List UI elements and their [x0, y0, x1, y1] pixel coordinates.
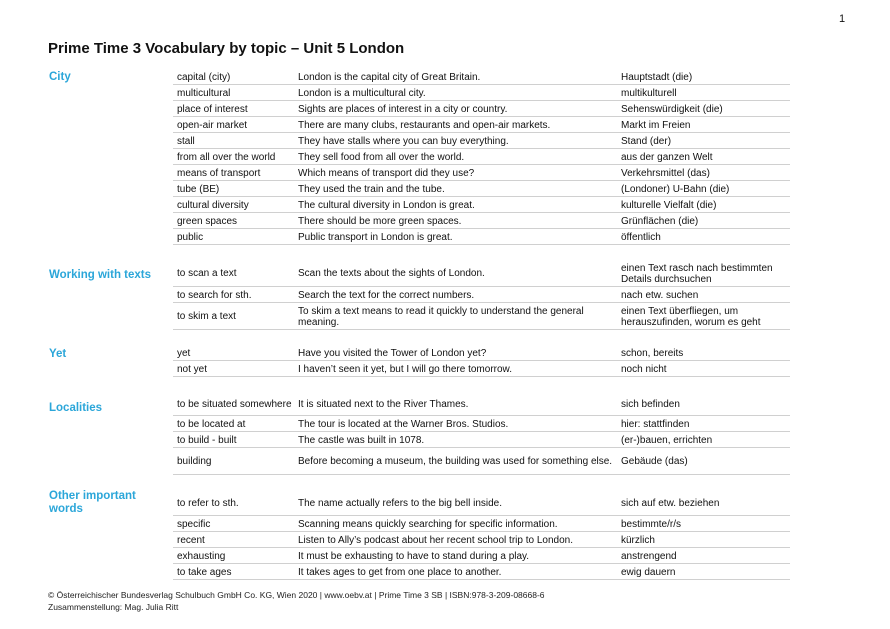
vocab-row	[45, 432, 790, 448]
vocab-term: public	[177, 231, 204, 243]
section-working-with-texts	[45, 260, 790, 330]
vocab-row	[45, 133, 790, 149]
vocab-row	[45, 213, 790, 229]
german-translation: bestimmte/r/s	[621, 518, 682, 530]
german-translation: Stand (der)	[621, 135, 672, 147]
example-sentence: Public transport in London is great.	[298, 231, 453, 243]
section-heading: City	[49, 71, 71, 83]
vocab-row	[45, 117, 790, 133]
german-translation: (Londoner) U-Bahn (die)	[621, 183, 730, 195]
example-sentence: London is the capital city of Great Britain.	[298, 71, 481, 83]
section-heading: Working with texts	[49, 269, 152, 281]
vocab-term: from all over the world	[177, 151, 276, 163]
section-other-important-words	[45, 490, 790, 580]
vocab-row	[45, 392, 790, 416]
example-sentence: It is situated next to the River Thames.	[298, 398, 469, 410]
example-sentence: They have stalls where you can buy everything.	[298, 135, 509, 147]
german-translation: Gebäude (das)	[621, 456, 688, 467]
german-translation: einen Text überfliegen, um herauszufinden, worum es geht	[621, 305, 761, 328]
vocab-term: exhausting	[177, 550, 226, 562]
section-yet	[45, 345, 790, 377]
german-translation: Sehenswürdigkeit (die)	[621, 103, 723, 115]
german-translation: Grünflächen (die)	[621, 215, 699, 227]
example-sentence: It takes ages to get from one place to another.	[298, 566, 502, 578]
example-sentence: There are many clubs, restaurants and open-air markets.	[298, 119, 551, 131]
example-sentence: To skim a text means to read it quickly to understand the general meaning.	[298, 305, 584, 328]
vocab-term: open-air market	[177, 119, 248, 131]
example-sentence: Before becoming a museum, the building was used for something else.	[298, 456, 613, 467]
german-translation: hier: stattfinden	[621, 418, 690, 430]
example-sentence: Search the text for the correct numbers.	[298, 289, 475, 301]
vocab-row	[45, 490, 790, 516]
example-sentence: Have you visited the Tower of London yet?	[298, 347, 487, 359]
german-translation: kulturelle Vielfalt (die)	[621, 199, 717, 211]
german-translation: sich auf etw. beziehen	[621, 497, 720, 509]
german-translation: ewig dauern	[621, 566, 676, 578]
section-gap	[45, 475, 790, 490]
vocab-row	[45, 85, 790, 101]
vocab-term: to be situated somewhere	[177, 398, 292, 410]
example-sentence: I haven’t seen it yet, but I will go there tomorrow.	[298, 363, 512, 375]
german-translation: kürzlich	[621, 534, 655, 546]
vocab-row	[45, 448, 790, 475]
vocab-row	[45, 416, 790, 432]
section-localities	[45, 392, 790, 475]
vocab-term: multicultural	[177, 87, 231, 99]
vocab-row	[45, 149, 790, 165]
section-city	[45, 69, 790, 245]
vocab-term: recent	[177, 534, 205, 546]
example-sentence: Listen to Ally’s podcast about her recent school trip to London.	[298, 534, 573, 546]
vocab-term: capital (city)	[177, 71, 231, 83]
vocab-term: to scan a text	[177, 268, 237, 279]
example-sentence: It must be exhausting to have to stand during a play.	[298, 550, 530, 562]
page-number: 1	[839, 13, 846, 25]
vocab-row	[45, 303, 790, 330]
german-translation: Verkehrsmittel (das)	[621, 167, 710, 179]
example-sentence: There should be more green spaces.	[298, 215, 462, 227]
example-sentence: Which means of transport did they use?	[298, 167, 475, 179]
vocab-term: to take ages	[177, 566, 232, 578]
example-sentence: The cultural diversity in London is great.	[298, 199, 475, 211]
footer-copyright: © Österreichischer Bundesverlag Schulbuch GmbH Co. KG, Wien 2020 | www.oebv.at | Prime Time 3 SB | ISBN:978-3-209-08668-6	[48, 590, 545, 600]
vocab-term: not yet	[177, 363, 208, 375]
example-sentence: Scan the texts about the sights of London.	[298, 268, 485, 279]
vocab-term: to skim a text	[177, 311, 236, 322]
example-sentence: The castle was built in 1078.	[298, 434, 425, 446]
german-translation: einen Text rasch nach bestimmten Details durchsuchen	[621, 262, 773, 285]
vocab-term: stall	[177, 135, 195, 147]
section-gap	[45, 377, 790, 392]
vocab-term: means of transport	[177, 167, 261, 179]
example-sentence: Scanning means quickly searching for specific information.	[298, 518, 558, 530]
vocab-row	[45, 345, 790, 361]
section-heading: Localities	[49, 402, 103, 414]
vocab-row	[45, 165, 790, 181]
vocab-term: to build - built	[177, 434, 237, 446]
german-translation: nach etw. suchen	[621, 289, 699, 301]
vocab-row	[45, 229, 790, 245]
section-gap	[45, 245, 790, 260]
vocab-term: to refer to sth.	[177, 497, 239, 509]
german-translation: aus der ganzen Welt	[621, 151, 713, 163]
german-translation: sich befinden	[621, 398, 680, 410]
vocab-row	[45, 101, 790, 117]
vocab-term: to be located at	[177, 418, 246, 430]
vocab-row	[45, 287, 790, 303]
vocab-term: place of interest	[177, 103, 248, 115]
vocab-row	[45, 548, 790, 564]
example-sentence: London is a multicultural city.	[298, 87, 426, 99]
vocab-term: to search for sth.	[177, 289, 252, 301]
german-translation: anstrengend	[621, 550, 677, 562]
vocab-term: yet	[177, 347, 191, 359]
vocab-term: tube (BE)	[177, 183, 220, 195]
vocab-row	[45, 516, 790, 532]
german-translation: multikulturell	[621, 87, 677, 99]
section-gap	[45, 330, 790, 345]
vocab-term: specific	[177, 518, 211, 530]
vocab-row	[45, 564, 790, 580]
german-translation: (er-)bauen, errichten	[621, 434, 713, 446]
example-sentence: Sights are places of interest in a city or country.	[298, 103, 508, 115]
footer	[48, 589, 545, 613]
vocabulary-table	[45, 69, 790, 580]
example-sentence: They sell food from all over the world.	[298, 151, 465, 163]
section-heading: Other important words	[49, 490, 136, 515]
german-translation: Markt im Freien	[621, 119, 691, 131]
section-heading: Yet	[49, 348, 67, 360]
german-translation: noch nicht	[621, 363, 667, 375]
german-translation: schon, bereits	[621, 347, 684, 359]
vocab-term: building	[177, 456, 212, 467]
example-sentence: The tour is located at the Warner Bros. Studios.	[298, 418, 509, 430]
vocab-row	[45, 69, 790, 85]
page-title: Prime Time 3 Vocabulary by topic – Unit 5 London	[48, 40, 405, 57]
vocab-term: cultural diversity	[177, 199, 249, 211]
example-sentence: They used the train and the tube.	[298, 183, 445, 195]
vocab-row	[45, 361, 790, 377]
vocab-row	[45, 532, 790, 548]
example-sentence: The name actually refers to the big bell inside.	[298, 497, 502, 509]
vocab-row	[45, 197, 790, 213]
vocab-row	[45, 181, 790, 197]
footer-compiler: Zusammenstellung: Mag. Julia Ritt	[48, 602, 179, 612]
german-translation: Hauptstadt (die)	[621, 71, 693, 83]
german-translation: öffentlich	[621, 231, 661, 243]
vocab-row	[45, 260, 790, 287]
vocab-term: green spaces	[177, 215, 238, 227]
